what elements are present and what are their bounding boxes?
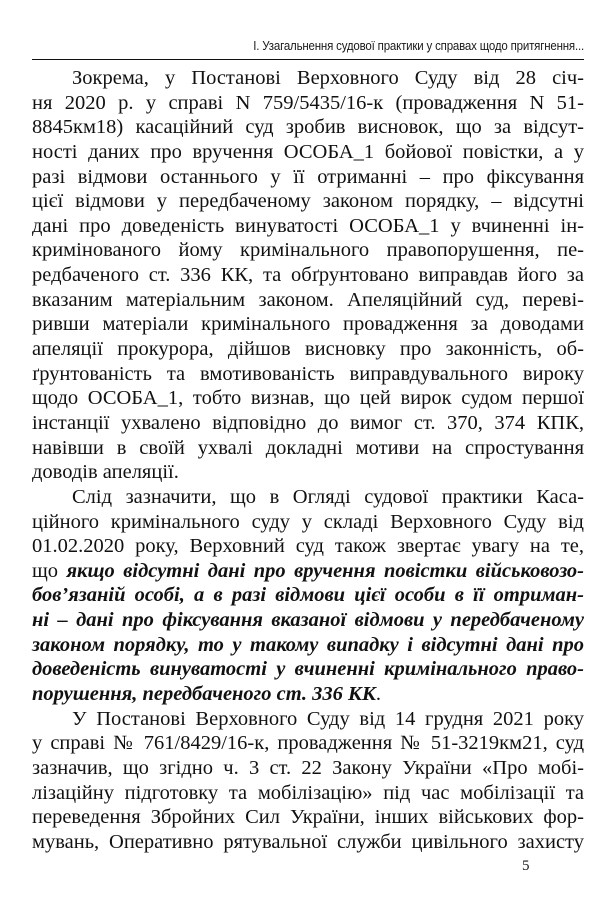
paragraph-2 xyxy=(32,485,584,707)
page-body xyxy=(32,66,584,855)
emphasis-text: якщо відсутні дані про вручення повістки військовозо- xyxy=(66,559,585,582)
text-line: Зокрема, у Постанові Верховного Суду від 28 січ- xyxy=(72,67,584,89)
text-line: 8845км18) касаційний суд зробив висновок, що за відсут- xyxy=(32,116,584,139)
text-line xyxy=(32,559,584,584)
text-line: ґрунтованість та вмотивованість виправдувального вироку xyxy=(32,362,584,385)
text-line: Слід зазначити, що в Огляді судової практики Каса- xyxy=(72,485,584,508)
text-line: У Постанові Верховного Суду від 14 грудня 2021 року xyxy=(72,707,584,730)
text-line: зазначив, що згідно ч. 3 ст. 22 Закону України «Про мобі- xyxy=(32,756,584,779)
text-run: . xyxy=(375,683,381,706)
text-line: вказаним матеріальним законом. Апеляційний суд, переві- xyxy=(32,288,584,311)
text-run: що xyxy=(32,559,67,582)
text-line: ня 2020 р. у справі N 759/5435/16-к (провадження N 51- xyxy=(32,91,584,114)
text-line: дані про доведеність винуватості ОСОБА_1 у вчиненні ін- xyxy=(32,214,584,237)
text-line: навівши в своїй ухвалі докладні мотиви на спростування xyxy=(32,436,584,459)
emphasis-line: доведеність винуватості у вчиненні кримінального право- xyxy=(32,658,584,681)
text-line xyxy=(32,682,584,707)
paragraph-1 xyxy=(32,66,584,485)
emphasis-line: законом порядку, то у такому випадку і відсутні дані про xyxy=(32,633,584,656)
text-line: мувань, Оперативно рятувальної служби цивільного захисту xyxy=(32,830,584,853)
text-line: апеляції прокурора, дійшов висновку про законність, об- xyxy=(32,338,584,361)
text-line: доводів апеляції. xyxy=(32,461,179,484)
text-line: ності даних про вручення ОСОБА_1 бойової повістки, а у xyxy=(32,140,584,163)
header-rule xyxy=(32,59,584,60)
page-number: 5 xyxy=(522,858,530,874)
text-line: переведення Збройних Сил України, інших військових фор- xyxy=(32,806,584,829)
text-line: цієї відмови у передбаченому законом порядку, – відсутні xyxy=(32,190,584,213)
text-line: ривши матеріали кримінального провадження за доводами xyxy=(32,313,584,336)
text-line: кримінованого йому кримінального правопорушення, пе- xyxy=(32,239,584,262)
running-header-title: І. Узагальнення судової практики у справах щодо притягнення... xyxy=(253,39,584,53)
text-line: ційного кримінального суду у складі Верховного Суду від xyxy=(32,510,584,533)
text-line: щодо ОСОБА_1, тобто визнав, що цей вирок судом першої xyxy=(32,387,584,410)
text-line: 01.02.2020 року, Верховний суд також звертає увагу на те, xyxy=(32,535,584,558)
emphasis-line: бов’язаній особі, а в разі відмови цієї особи в її отриман- xyxy=(32,584,584,607)
text-line: у справі № 761/8429/16-к, провадження № 51-3219км21, суд xyxy=(32,732,584,755)
paragraph-3 xyxy=(32,707,584,855)
text-line: лізаційну підготовку та мобілізацію» під час мобілізації та xyxy=(32,781,584,804)
text-line: інстанції ухвалено відповідно до вимог ст. 370, 374 КПК, xyxy=(32,411,584,434)
emphasis-text: порушення, передбаченого ст. 336 КК xyxy=(32,683,376,706)
text-line: редбаченого ст. 336 КК, та обґрунтовано виправдав його за xyxy=(32,264,584,287)
emphasis-line: ні – дані про фіксування вказаної відмови у передбаченому xyxy=(32,609,584,632)
text-line: разі відмови останнього у її отриманні – про фіксування xyxy=(32,165,584,188)
